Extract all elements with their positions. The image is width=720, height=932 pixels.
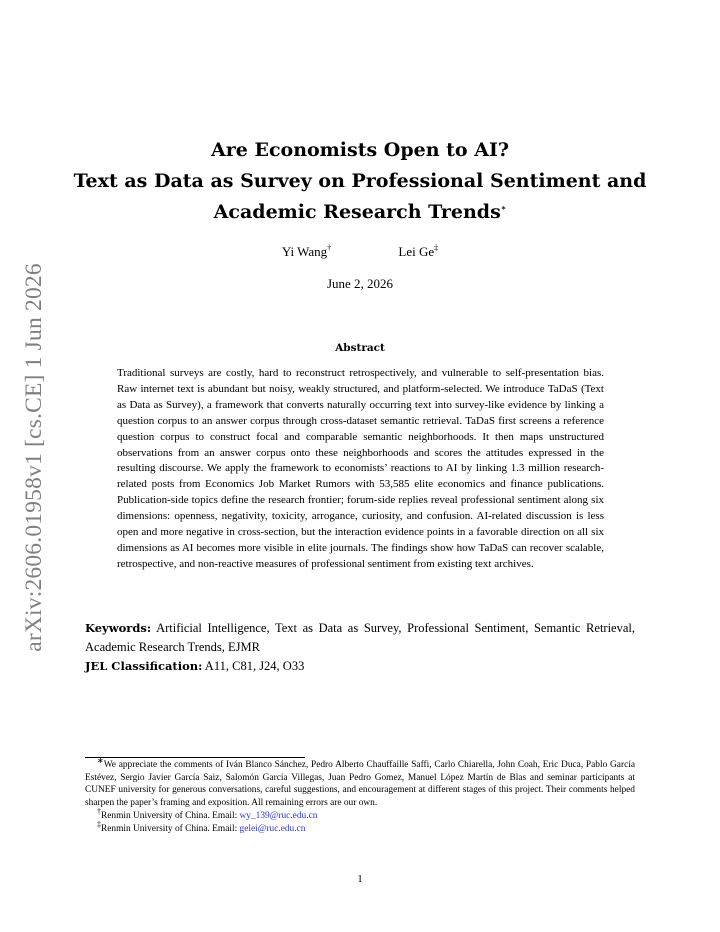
- footnote-affiliation-2: ‡Renmin University of China. Email: gelei@ruc.edu.cn: [97, 819, 306, 834]
- email-link-1[interactable]: wy_139@ruc.edu.cn: [239, 810, 318, 821]
- title-line-3: Academic Research Trends∗: [213, 201, 507, 223]
- author-1-mark: †: [327, 243, 332, 253]
- footnotes: [85, 755, 635, 835]
- title-line-1: Are Economists Open to AI?: [211, 139, 509, 161]
- author-2: Lei Ge‡: [398, 243, 439, 259]
- author-1: Yi Wang†: [281, 243, 332, 259]
- keywords-label: Keywords:: [85, 621, 152, 635]
- title-line-2: Text as Data as Survey on Professional Sentiment and: [73, 170, 647, 192]
- page-number: 1: [357, 873, 363, 885]
- author-2-mark: ‡: [434, 243, 439, 253]
- title-footnote-mark: ∗: [500, 202, 507, 213]
- arxiv-stamp: [16, 263, 52, 652]
- paper-title: [60, 135, 660, 228]
- publication-date: June 2, 2026: [326, 276, 394, 291]
- abstract-heading: Abstract: [335, 342, 385, 354]
- jel-codes: A11, C81, J24, O33: [204, 659, 305, 673]
- keywords-text: Artificial Intelligence, Text as Data as Survey, Professional Sentiment, Semantic Retrieval, Academic Research Trends, EJMR: [85, 621, 635, 654]
- footnote-rule: [85, 757, 305, 758]
- abstract-body: Traditional surveys are costly, hard to reconstruct retrospectively, and vulnerable to self-presentation bias. Raw internet text is abundant but noisy, weakly structured, and platform-selected. We introduce TaDaS (Text as Data as Survey), a framework that converts naturally occurring text into survey-like evidence by linking a question corpus to an answer corpus through cross-dataset semantic retrieval. TaDaS first screens a reference question corpus to construct focal and comparable semantic neighborhoods. It then maps unstructured observations from an answer corpus onto these neighborhoods and scores the attitudes expressed in the resulting discourse. We apply the framework to economists’ reactions to AI by linking 1.3 million research-related posts from Economics Job Market Rumors with 53,585 elite economics and finance publications. Publication-side topics define the research frontier; forum-side replies reveal professional sentiment along six dimensions: openness, negativity, toxicity, arrogance, curiosity, and confusion. AI-related discussion is less open and more negative in cross-section, but the interaction evidence points in a favorable direction on all six dimensions as AI becomes more visible in elite journals. The findings show how TaDaS can recover scalable, retrospective, and non-reactive measures of professional sentiment from existing text archives.: [117, 367, 604, 570]
- email-link-2[interactable]: gelei@ruc.edu.cn: [239, 823, 306, 834]
- jel-classification: [85, 657, 635, 676]
- footnote-acknowledgement: ∗We appreciate the comments of Iván Blanco Sánchez, Pedro Alberto Chauffaille Saffi, Carlo Chiarella, John Coah, Eric Duca, Pablo García Estévez, Sergio Javier García Saiz, Salomón García Villegas, Juan Pedro Gomez, Manuel López Martín de Blas and seminar participants at CUNEF university for generous conversations, careful suggestions, and encouragement at different stages of this project. Their comments helped sharpen the paper’s framing and exposition. All remaining errors are our own.: [85, 755, 635, 809]
- jel-label: JEL Classification:: [85, 659, 203, 673]
- footnote-affiliation-1: †Renmin University of China. Email: wy_139@ruc.edu.cn: [97, 806, 318, 821]
- keywords: [85, 619, 635, 657]
- arxiv-identifier: arXiv:2606.01958v1 [cs.CE] 1 Jun 2026: [20, 263, 47, 652]
- author-list: [0, 244, 720, 260]
